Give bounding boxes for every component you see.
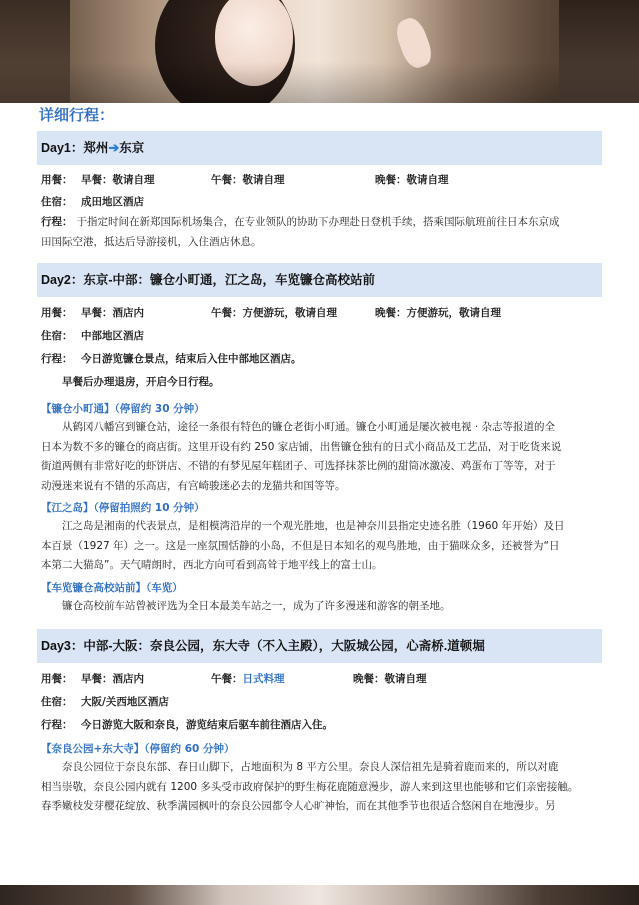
day3-stay-row — [37, 695, 602, 709]
itinerary-label: 行程： — [41, 353, 73, 365]
stay-label: 住宿： — [41, 196, 73, 208]
day3-lunch-prefix: 午餐： — [211, 673, 243, 685]
day1-header — [37, 131, 602, 165]
day2-itinerary-row — [37, 352, 602, 366]
day3-breakfast: 早餐：酒店内 — [81, 673, 144, 685]
spot-desc-kamakura-koko: 镰仓高校前车站曾被评选为全日本最美车站之一，成为了许多漫迷和游客的朝圣地。 — [62, 599, 451, 612]
day2-breakfast: 早餐：酒店内 — [81, 307, 144, 319]
day1-stay: 成田地区酒店 — [81, 196, 144, 208]
day1-title-prefix: Day1：郑州 — [41, 141, 109, 155]
day1-itinerary — [37, 213, 602, 252]
day3-itinerary-row — [37, 718, 602, 732]
day3-meals-row — [37, 672, 602, 686]
day2-header: Day2：东京-中部：镰仓小町通，江之岛，车览镰仓高校站前 — [37, 263, 602, 297]
day2-dinner: 晚餐：方便游玩，敬请自理 — [375, 307, 501, 319]
day2-note-row — [37, 375, 602, 389]
day1-itinerary-line2: 田国际空港，抵达后导游接机，入住酒店休息。 — [41, 235, 262, 248]
day2-meals-row — [37, 306, 602, 320]
day2-stay-row — [37, 329, 602, 343]
plane-arrow-icon: ➔ — [108, 140, 120, 155]
header-photo — [0, 0, 639, 103]
day3-dinner: 晚餐：敬请自理 — [353, 673, 427, 685]
spot-desc-kamakura: 从鹤冈八幡宫到镰仓站，途径一条很有特色的镰仓老街小町通。镰仓小町通是屡次被电视 · 杂志等报道的全 日本为数不多的镰仓的商店街。这里开设有约 250 家店铺，出售镰仓独有的日式小商品及工艺品，对于吃货来说 街道两侧有非常好吃的虾饼店、不错的有梦见屋年糕团子、可选择抹茶比例的甜筒冰激凌、鸡蛋布丁等等，对于 动漫迷来说有不错的乐高店，有宫崎骏迷必去的龙猫共和国等等。 — [41, 421, 562, 492]
day3-itinerary: 今日游览大阪和奈良，游览结束后驱车前往酒店入住。 — [81, 719, 333, 731]
day3-stay: 大阪/关西地区酒店 — [81, 696, 169, 708]
day2-itinerary: 今日游览镰仓景点，结束后入住中部地区酒店。 — [81, 353, 302, 365]
footer-photo — [0, 885, 639, 905]
itinerary-content — [37, 103, 602, 817]
section-title: 详细行程： — [39, 107, 115, 124]
spot-desc-nara: 奈良公园位于奈良东部、春日山脚下，占地面积为 8 平方公里。奈良人深信祖先是骑着鹿而来的，所以对鹿 相当崇敬，奈良公园内就有 1200 多头受市政府保护的野生梅花鹿随意漫步，游人来到这里也能够和它们亲密接触。 春季嫩枝发芽樱花绽放、秋季满园枫叶的奈良公园都令人心旷神怡，而在其他季节也很适合悠闲自在地漫步。另 — [41, 761, 579, 812]
day2-note: 早餐后办理退房，开启今日行程。 — [62, 376, 220, 388]
day1-stay-row — [37, 195, 602, 209]
day1-meals-row — [37, 173, 602, 187]
itinerary-label: 行程： — [41, 216, 73, 228]
day2-lunch: 午餐：方便游玩，敬请自理 — [211, 307, 337, 319]
spot-desc-enoshima: 江之岛是湘南的代表景点，是相模湾沿岸的一个观光胜地，也是神奈川县指定史迹名胜（1960 年开始）及日 本百景（1927 年）之一。这是一座氛围恬静的小岛，不但是日本知名的观鸟胜地，由于猫咪众多，还被誉为“日 本第二大猫岛”。天气晴朗时，西北方向可看到高耸于地平线上的富士山。 — [41, 520, 565, 571]
meals-label: 用餐： — [41, 673, 73, 685]
stay-label: 住宿： — [41, 696, 73, 708]
day3-header: Day3：中部-大阪：奈良公园，东大寺（不入主殿），大阪城公园，心斋桥.道顿堀 — [37, 629, 602, 663]
day2-stay: 中部地区酒店 — [81, 330, 144, 342]
day1-title-suffix: 东京 — [119, 141, 145, 155]
day1-lunch: 午餐：敬请自理 — [211, 174, 285, 186]
day1-breakfast: 早餐：敬请自理 — [81, 174, 155, 186]
meals-label: 用餐： — [41, 307, 73, 319]
meals-label: 用餐： — [41, 174, 73, 186]
itinerary-label: 行程： — [41, 719, 73, 731]
day1-dinner: 晚餐：敬请自理 — [375, 174, 449, 186]
spot-title-enoshima: 【江之岛】（停留拍照约 10 分钟） — [41, 502, 205, 514]
spot-title-nara: 【奈良公园+东大寺】（停留约 60 分钟） — [41, 743, 235, 755]
day3-lunch-link[interactable]: 日式料理 — [242, 673, 285, 685]
day1-itinerary-line1: 于指定时间在新郑国际机场集合，在专业领队的协助下办理赴日登机手续，搭乘国际航班前往日本东京成 — [76, 216, 560, 228]
spot-title-kamakura: 【镰仓小町通】（停留约 30 分钟） — [41, 403, 205, 415]
stay-label: 住宿： — [41, 330, 73, 342]
spot-title-kamakura-koko: 【车览镰仓高校站前】（车览） — [41, 581, 183, 594]
